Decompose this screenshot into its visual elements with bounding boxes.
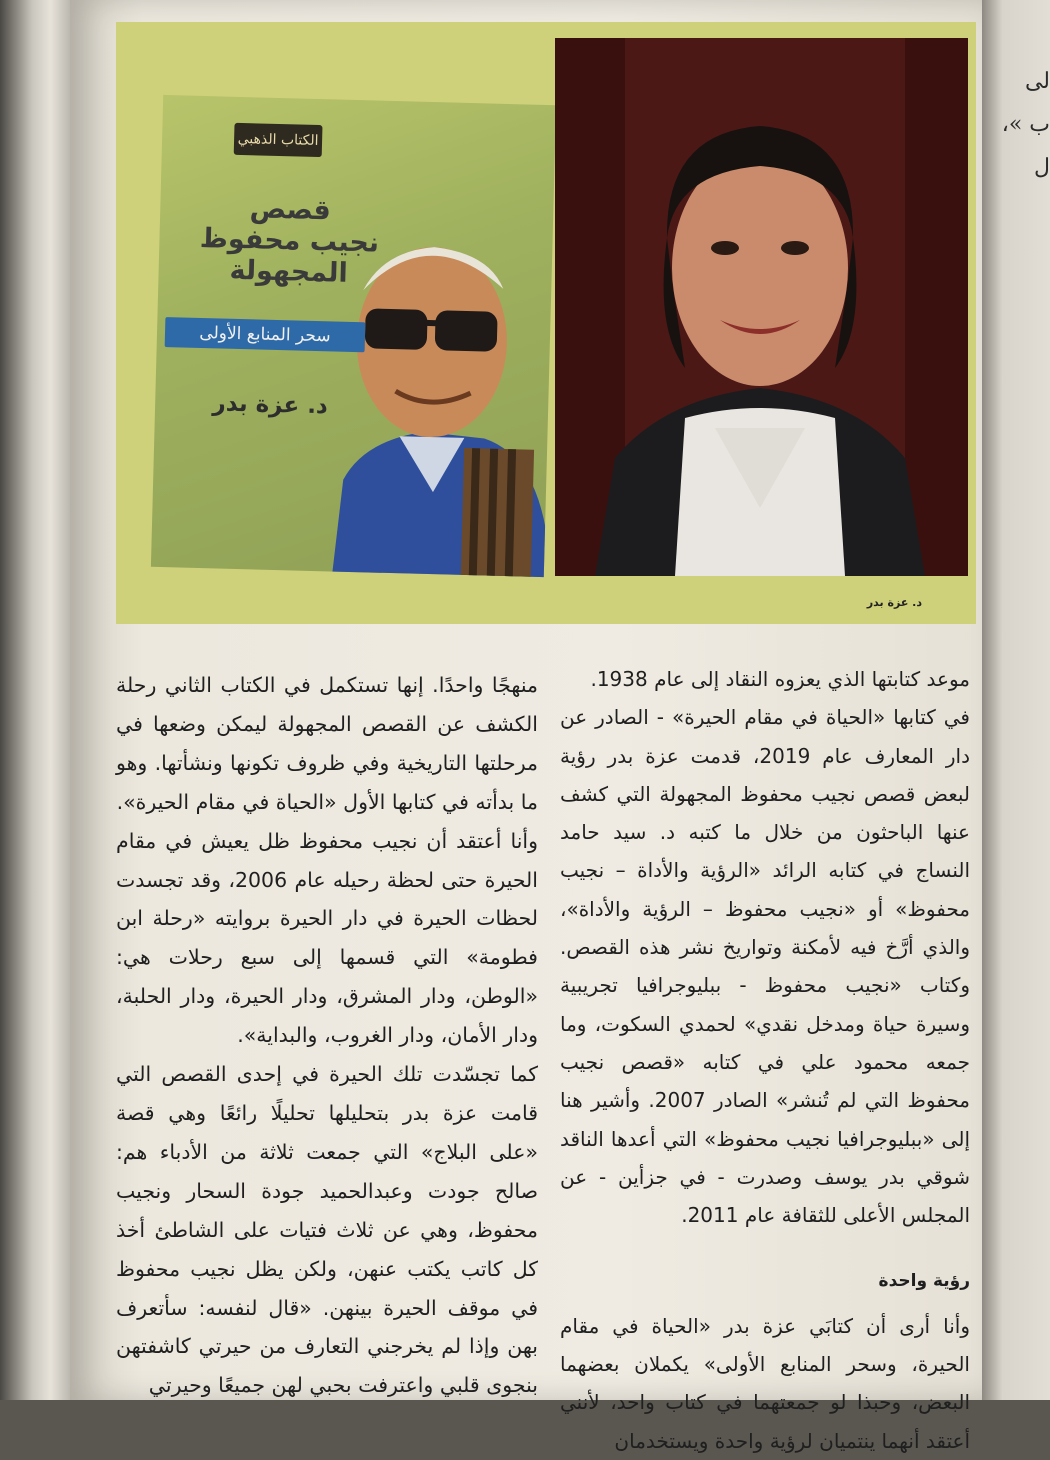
book-title-line: نجيب محفوظ [199, 222, 380, 259]
portrait-illustration [555, 38, 968, 576]
book-publisher-badge: الكتاب الذهبي [234, 123, 323, 157]
right-page-edge [982, 0, 1050, 1400]
paragraph: كما تجسّدت تلك الحيرة في إحدى القصص التي قامت عزة بدر بتحليلها تحليلًا رائعًا وهي قصة «على البلاج» التي جمعت ثلاثة من الأدباء هم: صالح جودت وعبدالحميد جودة السحار ونجيب محفوظ، وهي عن ثلاث فتيات على الشاطئ أخذ كل كاتب يكتب عنهن، ولكن يظل نجيب محفوظ في موقف الحيرة بينهن. «قال لنفسه: سأتعرف بهن وإذا لم يخرجني التعارف من حيرتي كاشفتهن بنجوى قلبي واعترفت بحبي لهن جميعًا وحيرتي [116, 1062, 538, 1398]
article-column-left [116, 666, 538, 1405]
photo-caption: د. عزة بدر [866, 596, 922, 609]
paragraph: وأنا أرى أن كتابَي عزة بدر «الحياة في مقام الحيرة، وسحر المنابع الأولى» يكملان بعضهما البعض، وحبذا لو جمعتهما في كتاب واحد، لأنني أعتقد أنهما ينتميان لرؤية واحدة ويستخدمان [560, 1313, 970, 1453]
book-author: د. عزة بدر [212, 390, 329, 420]
book-title-line: المجهولة [229, 254, 349, 289]
author-portrait-photo [555, 38, 968, 576]
section-subheading: رؤية واحدة [878, 1271, 970, 1292]
article-column-right [560, 660, 970, 1460]
book-cover-image [151, 95, 556, 577]
book-title-line: قصص [249, 193, 332, 227]
paragraph: وأنا أعتقد أن نجيب محفوظ ظل يعيش في مقام الحيرة حتى لحظة رحيله عام 2006، وقد تجسدت لحظات الحيرة في دار الحيرة بروايته «رحلة ابن فطومة» التي قسمها إلى سبع رحلات هي: «الوطن، ودار المشرق، ودار الحيرة، ودار الحلبة، ودار الأمان، ودار الغروب، والبداية». [116, 828, 538, 1048]
paragraph: في كتابها «الحياة في مقام الحيرة» - الصادر عن دار المعارف عام 2019، قدمت عزة بدر رؤية لبعض قصص نجيب محفوظ المجهولة التي كشف عنها الباحثون من خلال ما كتبه د. سيد حامد النساج في كتابه الرائد «الرؤية والأداة – نجيب محفوظ» أو «نجيب محفوظ – الرؤية والأداة»، والذي أرَّخ فيه لأمكنة وتواريخ نشر هذه القصص. وكتاب «نجيب محفوظ - ببليوجرافيا تجريبية وسيرة حياة ومدخل نقدي» لحمدي السكوت، وما جمعه محمود علي في كتابه «قصص نجيب محفوظ التي لم تُنشر» الصادر 2007. وأشير هنا إلى «ببليوجرافيا نجيب محفوظ» التي أعدها الناقد شوقي بدر يوسف وصدرت - في جزأين - عن المجلس الأعلى للثقافة عام 2011. [560, 705, 971, 1228]
paragraph: موعد كتابتها الذي يعزوه النقاد إلى عام 1938. [590, 667, 970, 691]
right-page-text: لى ب »، ل [1001, 69, 1050, 180]
book-subtitle: سحر المنابع الأولى [165, 317, 366, 352]
book-title [188, 192, 390, 290]
paragraph: منهجًا واحدًا. إنها تستكمل في الكتاب الثاني رحلة الكشف عن القصص المجهولة ليمكن وضعها في مرحلتها التاريخية وفي ظروف تكونها ونشأتها. وهو ما بدأته في كتابها الأول «الحياة في مقام الحيرة». [116, 673, 538, 814]
